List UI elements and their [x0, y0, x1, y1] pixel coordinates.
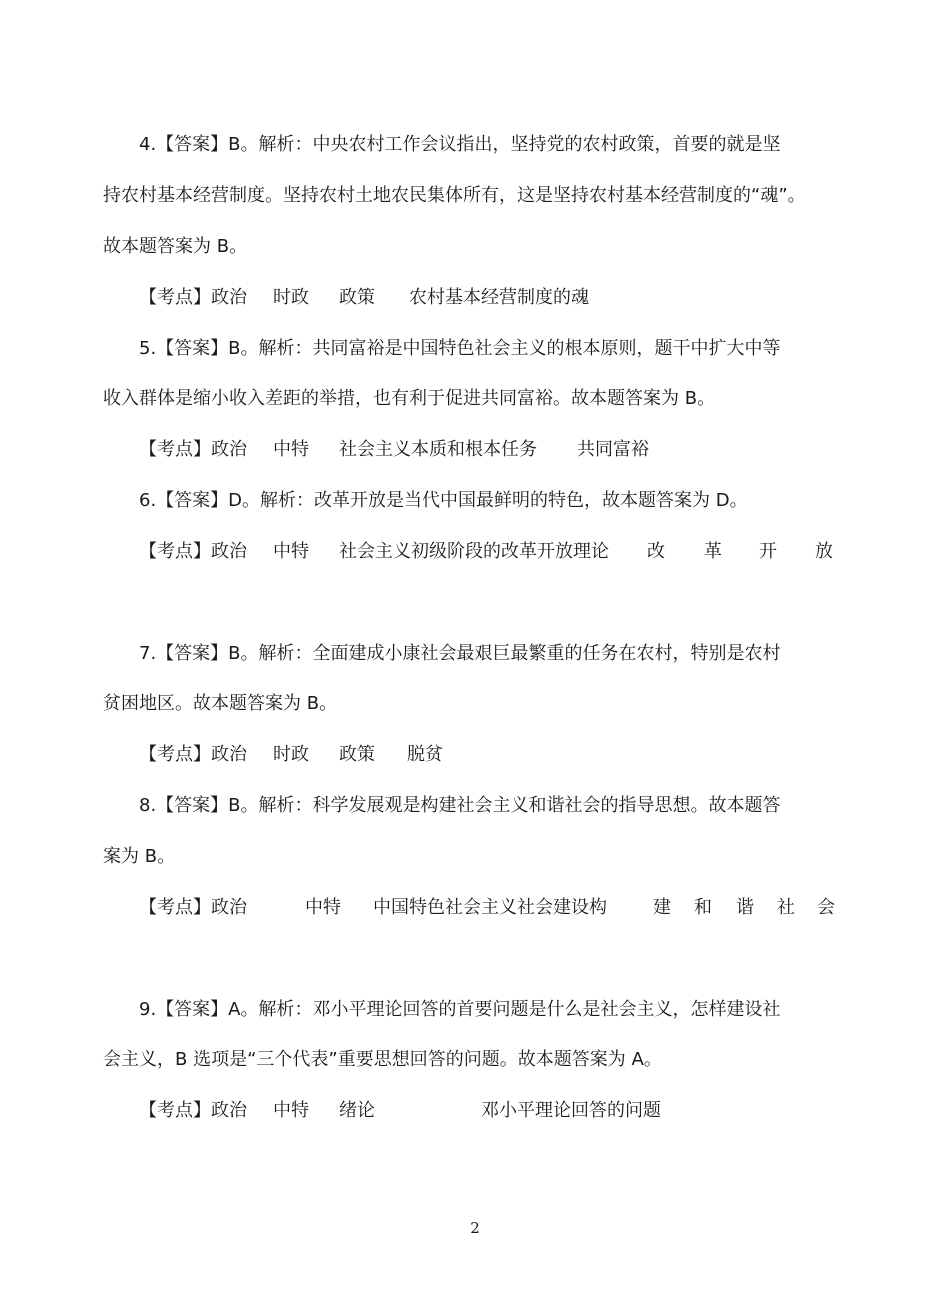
kaodian-part: 和	[694, 897, 712, 918]
kaodian-part: 政策	[339, 287, 375, 308]
kaodian-part: 脱贫	[407, 744, 443, 765]
kaodian-part: 社会主义初级阶段的改革开放理论	[339, 541, 609, 562]
kaodian-part: 中特	[273, 1100, 309, 1121]
kaodian-label: 【考点】政治	[139, 1100, 247, 1121]
kaodian-part: 绪论	[339, 1100, 375, 1121]
answer-9-line-1: 9.【答案】A。解析：邓小平理论回答的首要问题是什么是社会主义，怎样建设社	[139, 999, 781, 1020]
kaodian-part: 时政	[273, 287, 309, 308]
answer-9-line-2: 会主义，B 选项是“三个代表”重要思想回答的问题。故本题答案为 A。	[103, 1049, 662, 1070]
kaodian-part: 谐	[736, 897, 754, 918]
kaodian-label: 【考点】政治	[139, 897, 247, 918]
kaodian-part: 革	[704, 541, 722, 562]
answer-5-line-2: 收入群体是缩小收入差距的举措，也有利于促进共同富裕。故本题答案为 B。	[103, 388, 716, 409]
kaodian-label: 【考点】政治	[139, 439, 247, 460]
answer-8-line-2: 案为 B。	[103, 846, 176, 867]
kaodian-part: 开	[759, 541, 777, 562]
kaodian-part: 农村基本经营制度的魂	[409, 287, 589, 308]
kaodian-part: 建	[653, 897, 671, 918]
kaodian-part: 时政	[273, 744, 309, 765]
kaodian-label: 【考点】政治	[139, 744, 247, 765]
answer-7-line-1: 7.【答案】B。解析：全面建成小康社会最艰巨最繁重的任务在农村，特别是农村	[139, 643, 781, 664]
kaodian-part: 中特	[273, 541, 309, 562]
answer-5-line-1: 5.【答案】B。解析：共同富裕是中国特色社会主义的根本原则，题干中扩大中等	[139, 338, 781, 359]
kaodian-part: 改	[647, 541, 665, 562]
kaodian-part: 中国特色社会主义社会建设构	[373, 897, 607, 918]
kaodian-part: 邓小平理论回答的问题	[481, 1100, 661, 1121]
page-number: 2	[470, 1219, 480, 1237]
answer-6-line-1: 6.【答案】D。解析：改革开放是当代中国最鲜明的特色，故本题答案为 D。	[139, 490, 748, 511]
kaodian-4	[139, 285, 839, 311]
kaodian-part: 中特	[305, 897, 341, 918]
answer-8-line-1: 8.【答案】B。解析：科学发展观是构建社会主义和谐社会的指导思想。故本题答	[139, 795, 781, 816]
kaodian-part: 社	[777, 897, 795, 918]
kaodian-label: 【考点】政治	[139, 287, 247, 308]
answer-7-line-2: 贫困地区。故本题答案为 B。	[103, 693, 338, 714]
kaodian-part: 社会主义本质和根本任务	[339, 439, 537, 460]
kaodian-6	[139, 539, 839, 565]
kaodian-9	[139, 1098, 839, 1124]
answer-4-line-1: 4.【答案】B。解析：中央农村工作会议指出，坚持党的农村政策，首要的就是坚	[139, 134, 781, 155]
kaodian-8	[139, 895, 839, 921]
answer-4-line-2: 持农村基本经营制度。坚持农村土地农民集体所有，这是坚持农村基本经营制度的“魂”。	[103, 185, 806, 206]
kaodian-part: 政策	[339, 744, 375, 765]
kaodian-part: 中特	[273, 439, 309, 460]
kaodian-7	[139, 742, 839, 768]
kaodian-5	[139, 437, 839, 463]
kaodian-part: 共同富裕	[577, 439, 649, 460]
kaodian-part: 放	[815, 541, 833, 562]
kaodian-part: 会	[817, 897, 835, 918]
answer-4-line-3: 故本题答案为 B。	[103, 236, 248, 257]
kaodian-label: 【考点】政治	[139, 541, 247, 562]
